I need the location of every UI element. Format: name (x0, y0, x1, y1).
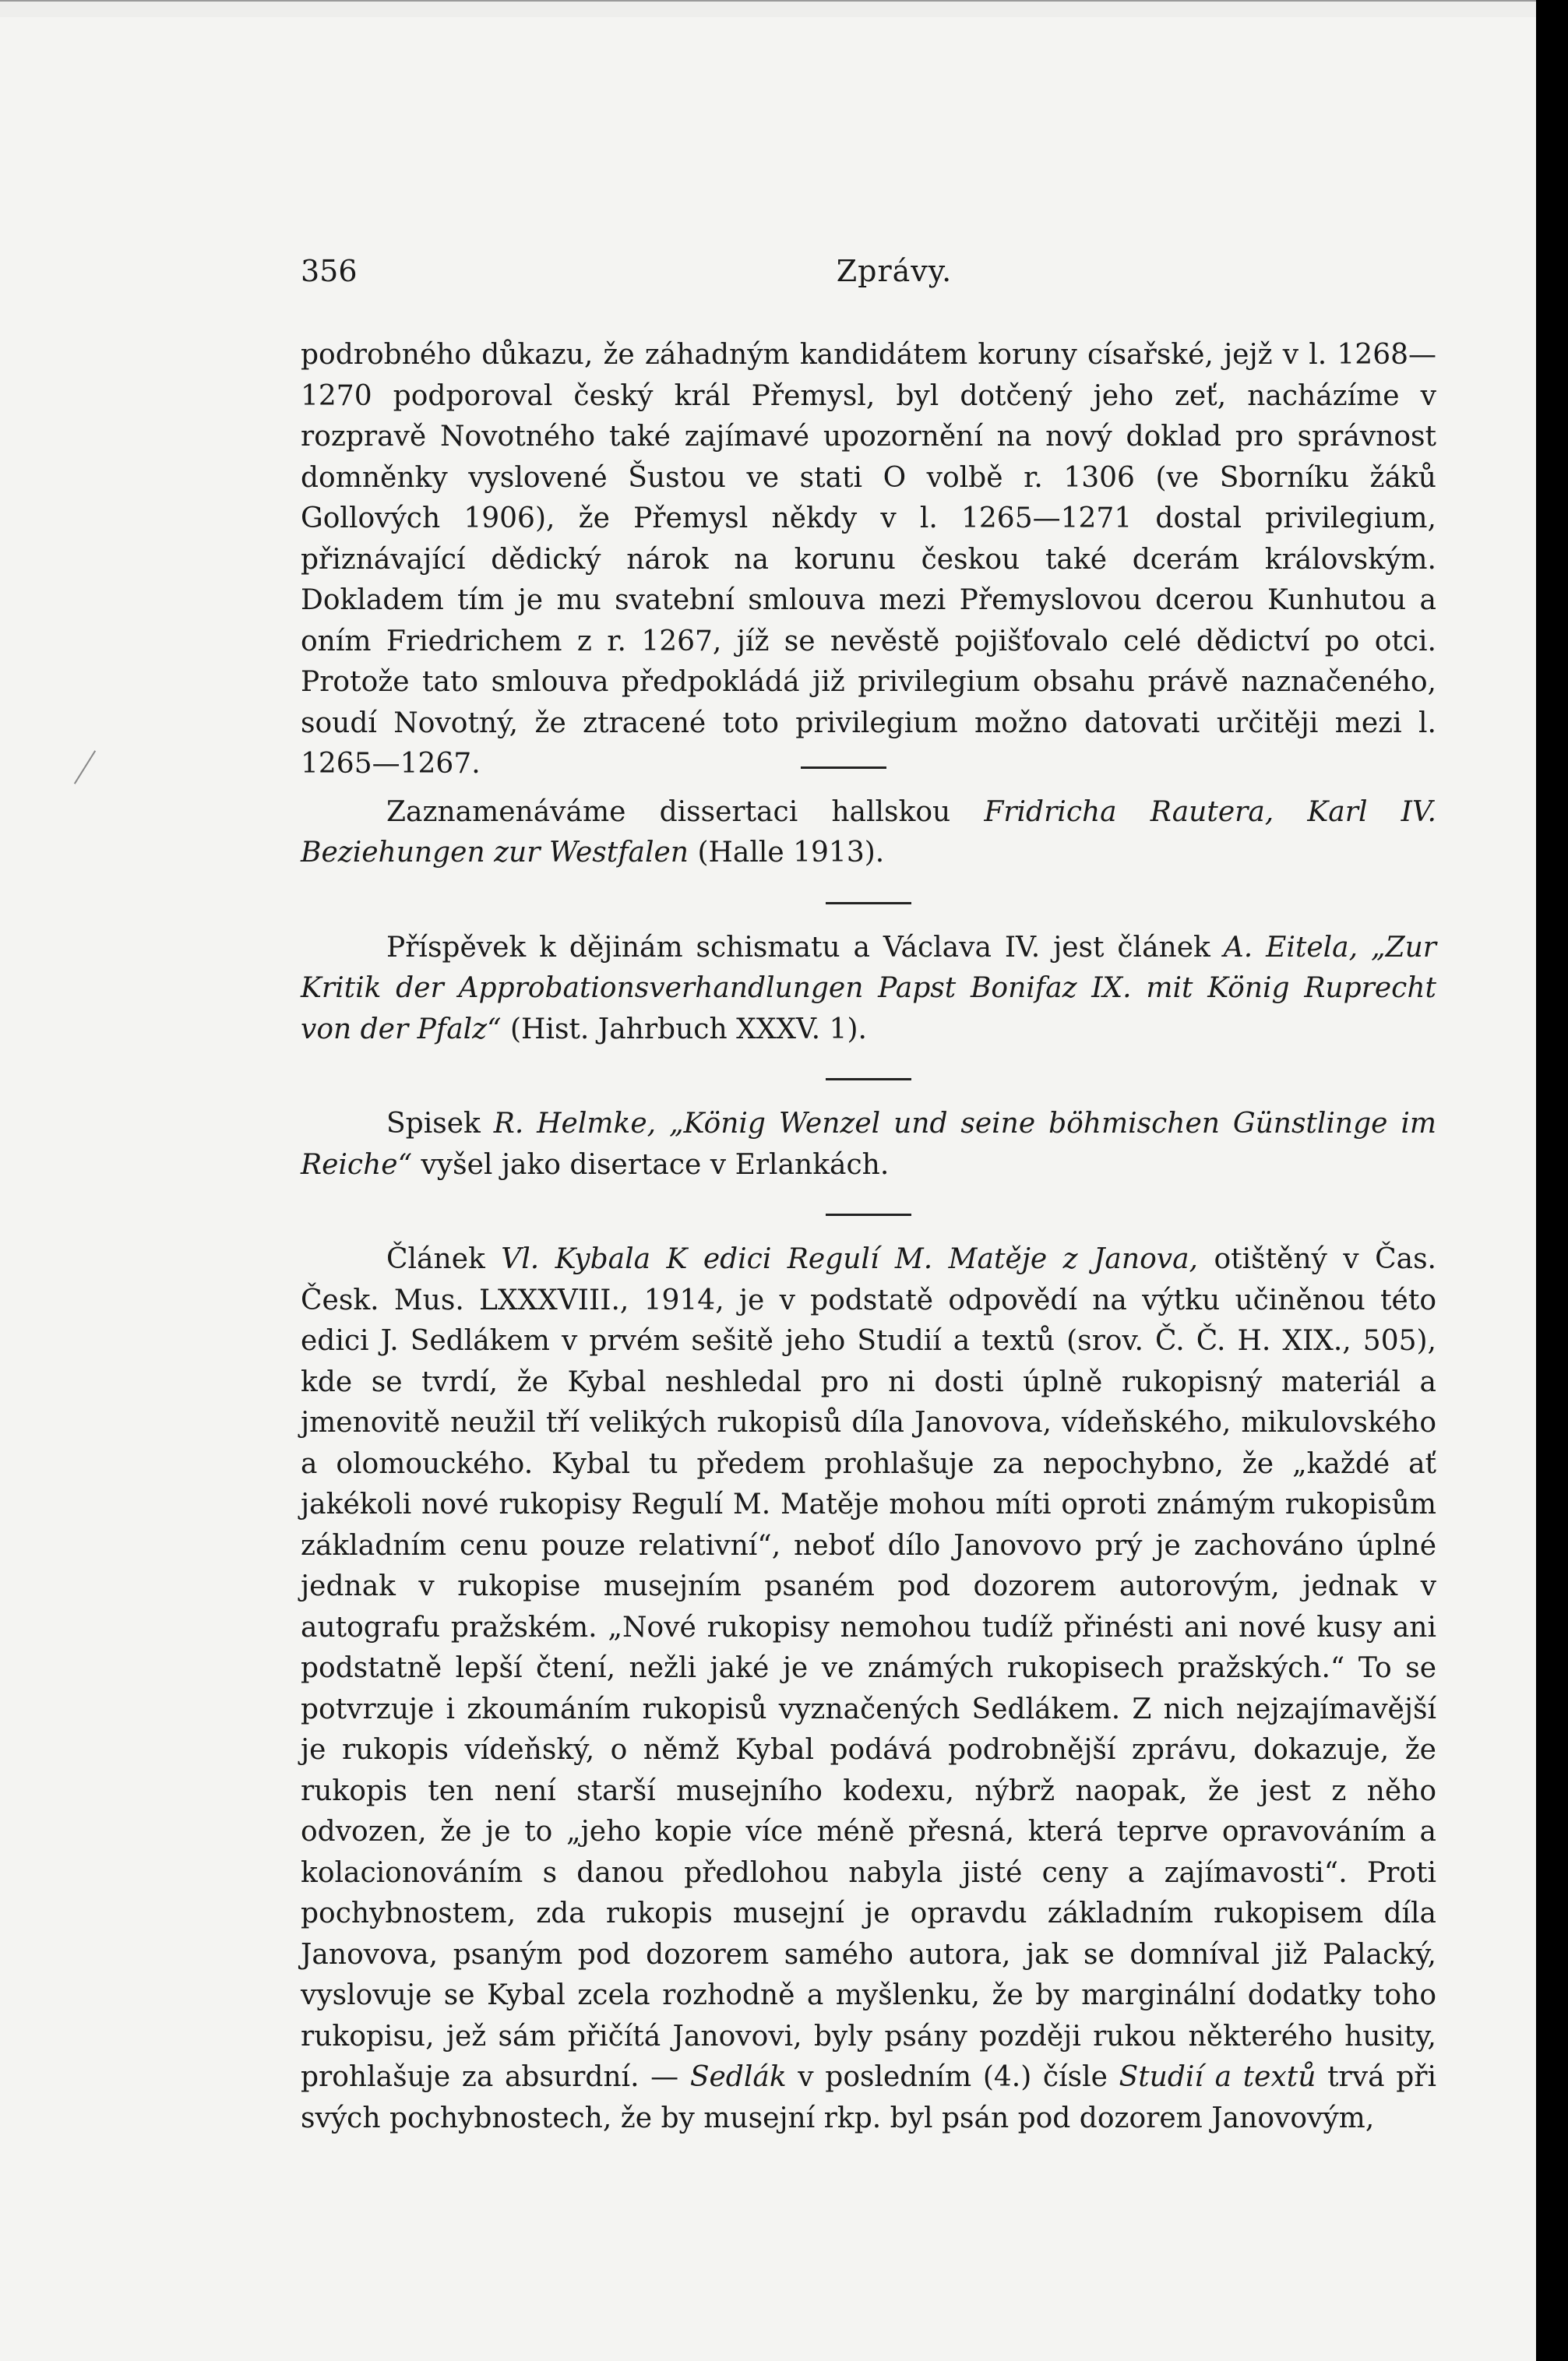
paragraph-2-title: Fridricha Rautera, Karl IV. Beziehungen zur Westfalen (301, 795, 1436, 869)
page-header (301, 254, 1488, 301)
section-divider (826, 902, 911, 904)
paragraph-4-text: Spisek (386, 1108, 494, 1140)
section-divider (801, 766, 886, 769)
paragraph-4 (301, 1104, 1436, 1186)
paragraph-2-text-end: (Halle 1913). (689, 837, 885, 869)
section-divider (826, 1214, 911, 1216)
paragraph-5-text: Článek (386, 1243, 502, 1275)
paragraph-5 (301, 1239, 1436, 2139)
paragraph-2 (301, 792, 1436, 874)
running-title: Zprávy. (836, 254, 953, 288)
paragraph-5-body: otištěný v Čas. Česk. Mus. LXXXVIII., 1914, je v podstatě odpovědí na výtku učiněnou této edici J. Sedlákem v prvém sešitě jeho Studií a textů (srov. Č. Č. H. XIX., 505), kde se tvrdí, že Kybal neshledal pro ni dosti úplně rukopisný materiál a jmenovitě neužil tří velikých rukopisů díla Janovova, vídeňského, mikulovského a olomouckého. Kybal tu předem prohlašuje za nepochybno, že „každé ať jakékoli nové rukopisy Regulí M. Matěje mohou míti oproti známým rukopisům základním cenu pouze relativní“, neboť dílo Janovovo prý je zachováno úplné jednak v rukopise musejním psaném pod dozorem autorovým, jednak v autografu pražském. „Nové rukopisy nemohou tudíž přinésti ani nové kusy ani podstatně lepší čtení, nežli jaké je ve známých rukopisech pražských.“ To se potvrzuje i zkoumáním rukopisů vyznačených Sedlákem. Z nich nejzajímavější je rukopis vídeňský, o němž Kybal podává podrobnější zprávu, dokazuje, že rukopis ten není starší musejního kodexu, nýbrž naopak, že jest z něho odvozen, že je to „jeho kopie více méně přesná, která teprve opravováním a kolacionováním s danou předlohou nabyla jisté ceny a zajímavosti“. Proti pochybnostem, zda rukopis musejní je opravdu základním rukopisem díla Janovova, psaným pod dozorem samého autora, jak se domníval již Palacký, vyslovuje se Kybal zcela rozhodně a myšlenku, že by marginální dodatky toho rukopisu, jež sám přičítá Janovovi, byly psány později rukou některého husity, prohlašuje za absurdní. — (301, 1243, 1436, 2093)
paragraph-3-text: Příspěvek k dějinám schismatu a Václava IV. jest článek (386, 931, 1224, 964)
margin-pencil-mark (74, 750, 96, 784)
paragraph-4-title: R. Helmke, „König Wenzel und seine böhmischen Günstlinge im Reiche“ (301, 1108, 1436, 1181)
paragraph-5-journal: Studií a textů (1119, 2061, 1316, 2093)
paragraph-2-text: Zaznamenáváme dissertaci hallskou (386, 795, 985, 828)
paragraph-3-text-end: (Hist. Jahrbuch XXXV. 1). (501, 1013, 867, 1045)
paragraph-5-body-2: v posledním (4.) čísle (786, 2061, 1119, 2093)
paragraph-4-text-end: vyšel jako disertace v Erlankách. (411, 1148, 890, 1181)
page-top-edge (0, 0, 1536, 17)
paragraph-5-title: Vl. Kybala K edici Regulí M. Matěje z Janova, (501, 1243, 1199, 1275)
paragraph-3-title: A. Eitela, „Zur Kritik der Approbationsverhandlungen Papst Bonifaz IX. mit König Ruprecht von der Pfalz“ (301, 931, 1437, 1045)
paragraph-3 (301, 928, 1436, 1051)
section-divider (826, 1078, 911, 1080)
page-number: 356 (301, 254, 358, 288)
paragraph-1: podrobného důkazu, že záhadným kandidátem koruny císařské, jejž v l. 1268—1270 podporoval český král Přemysl, byl dotčený jeho zeť, nacházíme v rozpravě Novotného také zajímavé upozornění na nový doklad pro správnost domněnky vyslovené Šustou ve stati O volbě r. 1306 (ve Sborníku žáků Gollových 1906), že Přemysl někdy v l. 1265—1271 dostal privilegium, přiznávající dědický nárok na korunu českou také dcerám královským. Dokladem tím je mu svatební smlouva mezi Přemyslovou dcerou Kunhutou a oním Friedrichem z r. 1267, jíž se nevěstě pojišťovalo celé dědictví po otci. Protože tato smlouva předpokládá již privilegium obsahu právě naznačeného, soudí Novotný, že ztracené toto privilegium možno datovati určitěji mezi l. 1265—1267. (301, 339, 1436, 780)
paragraph-5-body-end: trvá při svých pochybnostech, že by musejní rkp. byl psán pod dozorem Janovovým, (301, 2061, 1436, 2134)
body-text (301, 335, 1436, 2139)
paragraph-5-author: Sedlák (689, 2061, 787, 2093)
